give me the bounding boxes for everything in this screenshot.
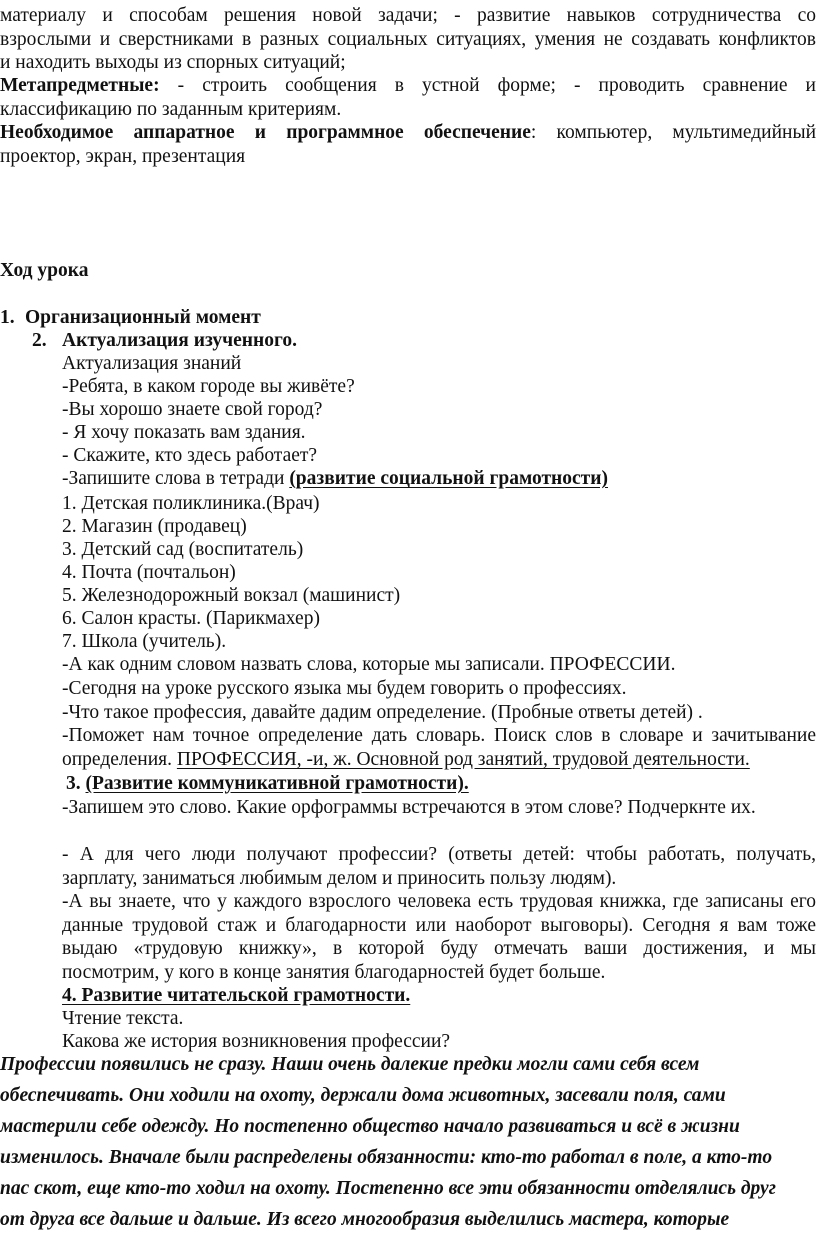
lesson-line-1: Актуализация знаний	[62, 353, 242, 374]
item-2-number: 2.	[32, 330, 47, 351]
reading-line-1: Профессии появились не сразу. Наши очень далекие предки могли сами себя всем	[0, 1054, 700, 1075]
dictionary-line-2	[62, 748, 816, 772]
question-2: -Сегодня на уроке русского языка мы будем говорить о профессиях.	[62, 678, 627, 699]
profession-2: 2. Магазин (продавец)	[62, 516, 247, 537]
reading-line-6: от друга все дальше и дальше. Из всего многообразия выделились мастера, которые	[0, 1209, 730, 1230]
profession-3: 3. Детский сад (воспитатель)	[62, 539, 304, 560]
item-2-title: Актуализация изученного.	[62, 330, 297, 351]
why-paragraph	[62, 843, 816, 890]
reading-line-4: изменилось. Вначале были распределены обязанности: кто-то работал в поле, а кто-то	[0, 1147, 773, 1168]
lesson-line-4: - Я хочу показать вам здания.	[62, 422, 306, 443]
section-3-line: -Запишем это слово. Какие орфограммы встречаются в этом слове? Подчеркнте их.	[62, 797, 756, 818]
equipment-line-1-text: : компьютер, мультимедийный	[530, 122, 816, 143]
meta-paragraph	[0, 74, 816, 121]
lesson-line-3: -Вы хорошо знаете свой город?	[62, 399, 323, 420]
workbook-line-3: выдаю «трудовую книжку», в которой буду отмечать ваши достижения, и мы	[62, 938, 816, 959]
meta-label: Метапредметные:	[0, 75, 160, 96]
why-line-1: - А для чего люди получают профессии? (ответы детей: чтобы работать, получать,	[62, 844, 816, 865]
meta-line-1	[0, 74, 816, 98]
profession-7: 7. Школа (учитель).	[62, 631, 227, 652]
write-words-line	[62, 467, 608, 490]
lesson-heading: Ход урока	[0, 260, 89, 281]
question-1: -А как одним словом назвать слова, которые мы записали. ПРОФЕССИИ.	[62, 654, 676, 675]
profession-definition: ПРОФЕССИЯ, -и, ж. Основной род занятий, трудовой деятельности.	[176, 748, 750, 770]
profession-4: 4. Почта (почтальон)	[62, 562, 236, 583]
write-words-text: -Запишите слова в тетради	[62, 468, 290, 489]
section-3-title: (Развитие коммуникативной грамотности).	[85, 773, 469, 794]
section-4-title: 4. Развитие читательской грамотности.	[62, 985, 411, 1006]
intro-line-3: и находить выходы из спорных ситуаций;	[0, 52, 346, 73]
workbook-line-1: -А вы знаете, что у каждого взрослого человека есть трудовая книжка, где записаны его	[62, 891, 816, 912]
equipment-label: Необходимое аппаратное и программное обеспечение	[0, 122, 531, 143]
intro-paragraph	[0, 4, 816, 75]
question-3: -Что такое профессия, давайте дадим определение. (Пробные ответы детей) .	[62, 702, 703, 723]
section-4-line-2: Какова же история возникновения профессии?	[62, 1031, 451, 1052]
intro-line-1: материалу и способам решения новой задачи; - развитие навыков сотрудничества со	[0, 5, 816, 26]
lesson-line-5: - Скажите, кто здесь работает?	[62, 445, 318, 466]
reading-line-5: пас скот, еще кто-то ходил на охоту. Постепенно все эти обязанности отделялись друг	[0, 1178, 776, 1199]
workbook-paragraph	[62, 890, 816, 984]
meta-line-2: классификацию по заданным критериям.	[0, 98, 342, 120]
item-1-title: Организационный момент	[25, 307, 261, 328]
equipment-line-1	[0, 121, 816, 145]
meta-line-1-text: - строить сообщения в устной форме; - проводить сравнение и	[159, 75, 816, 96]
intro-line-2: взрослыми и сверстниками в разных социальных ситуациях, умения не создавать конфликтов	[0, 28, 816, 50]
reading-line-2: обеспечивать. Они ходили на охоту, держали дома животных, засевали поля, сами	[0, 1085, 726, 1106]
section-3-number: 3.	[66, 773, 86, 794]
reading-text	[0, 1049, 816, 1235]
section-3-heading	[66, 772, 469, 795]
dictionary-paragraph	[62, 724, 816, 771]
workbook-line-4: посмотрим, у кого в конце занятия благодарностей будет больше.	[62, 961, 606, 983]
equipment-paragraph	[0, 121, 816, 168]
section-4-line-1: Чтение текста.	[62, 1008, 184, 1029]
social-literacy-note: (развитие социальной грамотности)	[289, 468, 608, 489]
profession-5: 5. Железнодорожный вокзал (машинист)	[62, 585, 401, 606]
profession-1: 1. Детская поликлиника.(Врач)	[62, 493, 320, 514]
workbook-line-2: данные трудовой стаж и благодарности или наоборот выговоры). Сегодня я вам тоже	[62, 914, 816, 936]
profession-6: 6. Салон красты. (Парикмахер)	[62, 608, 320, 629]
item-1-number: 1.	[0, 307, 15, 328]
dictionary-line-2-start: определения.	[62, 748, 177, 770]
why-line-2: зарплату, заниматься любимым делом и приносить пользу людям).	[62, 867, 617, 889]
lesson-line-2: -Ребята, в каком городе вы живёте?	[62, 376, 355, 397]
reading-line-3: мастерили себе одежду. Но постепенно общество начало развиваться и всё в жизни	[0, 1116, 740, 1137]
equipment-line-2: проектор, экран, презентация	[0, 145, 246, 167]
dictionary-line-1: -Поможет нам точное определение дать словарь. Поиск слов в словаре и зачитывание	[62, 725, 816, 746]
